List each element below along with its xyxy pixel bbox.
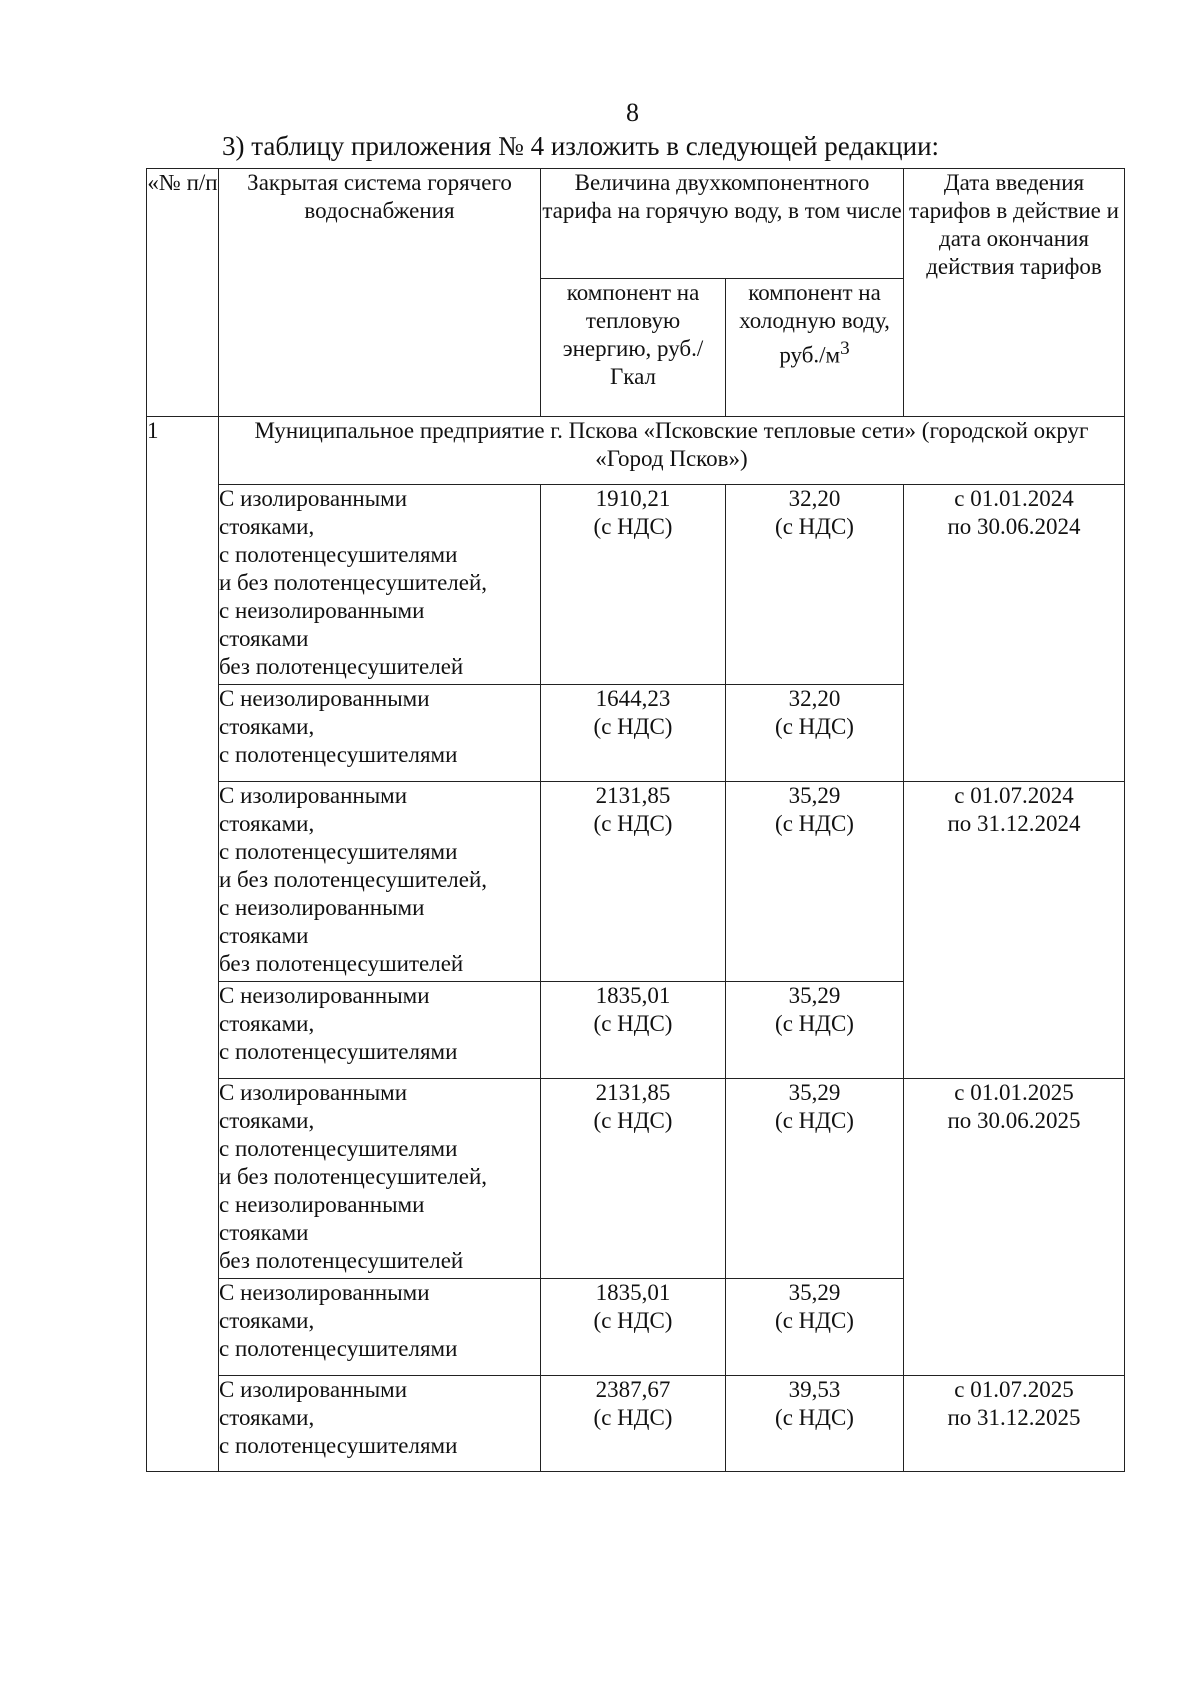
- system-type-line: с полотенцесушителями: [219, 839, 458, 864]
- system-type-line: с неизолированными: [219, 1192, 425, 1217]
- system-type-cell: [219, 1079, 541, 1279]
- system-type-line: и без полотенцесушителей,: [219, 867, 488, 892]
- system-type-line: С изолированными: [219, 1377, 408, 1402]
- system-type-line: без полотенцесушителей: [219, 951, 464, 976]
- organization-row: [147, 417, 1125, 485]
- cold-vat-note: (с НДС): [775, 811, 854, 836]
- heat-value: 1835,01: [595, 983, 671, 1008]
- system-type-cell: [219, 485, 541, 685]
- heat-value: 1644,23: [595, 686, 671, 711]
- system-type-line: стояками,: [219, 1108, 315, 1133]
- cold-vat-note: (с НДС): [775, 1405, 854, 1430]
- system-type-line: стояками,: [219, 1308, 315, 1333]
- system-type-line: С неизолированными: [219, 686, 430, 711]
- system-type-line: и без полотенцесушителей,: [219, 570, 488, 595]
- period-end-date: по 31.12.2025: [947, 1405, 1081, 1430]
- cold-vat-note: (с НДС): [775, 1308, 854, 1333]
- heat-vat-note: (с НДС): [593, 1405, 673, 1430]
- header-cold-superscript: 3: [840, 338, 850, 359]
- system-type-cell: [219, 1279, 541, 1376]
- period-dates-cell: [904, 782, 1125, 1079]
- row-number: 1: [147, 417, 219, 1472]
- system-type-line: стояками: [219, 923, 309, 948]
- heat-value-cell: [541, 782, 726, 982]
- period-end-date: по 30.06.2025: [947, 1108, 1081, 1133]
- intro-text: 3) таблицу приложения № 4 изложить в следующей редакции:: [222, 131, 940, 161]
- period-end-date: по 30.06.2024: [947, 514, 1081, 539]
- system-type-line: С неизолированными: [219, 983, 430, 1008]
- system-type-cell: [219, 782, 541, 982]
- system-type-line: с неизолированными: [219, 895, 425, 920]
- system-type-cell: [219, 1376, 541, 1472]
- heat-value-cell: [541, 1279, 726, 1376]
- heat-vat-note: (с НДС): [593, 811, 673, 836]
- system-type-line: без полотенцесушителей: [219, 1248, 464, 1273]
- heat-value-cell: [541, 982, 726, 1079]
- system-type-line: с полотенцесушителями: [219, 1039, 458, 1064]
- system-type-line: стояками,: [219, 714, 315, 739]
- system-type-line: с полотенцесушителями: [219, 1336, 458, 1361]
- period-dates-cell: [904, 1376, 1125, 1472]
- organization-name: Муниципальное предприятие г. Пскова «Псковские тепловые сети» (городской округ «Город Псков»): [219, 417, 1125, 485]
- heat-value-cell: [541, 1376, 726, 1472]
- cold-value: 35,29: [788, 783, 841, 808]
- heat-value: 2131,85: [595, 1080, 671, 1105]
- system-type-cell: [219, 982, 541, 1079]
- system-type-line: С изолированными: [219, 486, 408, 511]
- header-system: Закрытая система горячего водоснабжения: [219, 169, 541, 417]
- cold-value-cell: [726, 982, 904, 1079]
- heat-vat-note: (с НДС): [593, 514, 673, 539]
- tariff-row: [147, 782, 1125, 982]
- heat-value: 1835,01: [595, 1280, 671, 1305]
- header-cold-component: [726, 279, 904, 417]
- cold-value-cell: [726, 1376, 904, 1472]
- header-tariff: Величина двухкомпонентного тарифа на горячую воду, в том числе: [541, 169, 904, 279]
- period-start-date: с 01.01.2024: [954, 486, 1074, 511]
- cold-value-cell: [726, 485, 904, 685]
- system-type-cell: [219, 685, 541, 782]
- header-number: «№ п/п: [147, 169, 219, 417]
- cold-vat-note: (с НДС): [775, 1108, 854, 1133]
- cold-value: 35,29: [788, 1080, 841, 1105]
- header-row: [147, 169, 1125, 279]
- system-type-line: с полотенцесушителями: [219, 742, 458, 767]
- heat-value: 2387,67: [595, 1377, 671, 1402]
- cold-value-cell: [726, 782, 904, 982]
- system-type-line: стояками,: [219, 514, 315, 539]
- heat-vat-note: (с НДС): [593, 1108, 673, 1133]
- cold-value: 32,20: [788, 686, 841, 711]
- period-dates-cell: [904, 485, 1125, 782]
- header-cold-text: компонент на холодную воду, руб./м: [739, 280, 890, 368]
- system-type-line: стояками: [219, 1220, 309, 1245]
- system-type-line: стояками,: [219, 811, 315, 836]
- period-start-date: с 01.01.2025: [954, 1080, 1074, 1105]
- header-heat-component: компонент на тепловую энергию, руб./Гкал: [541, 279, 726, 417]
- system-type-line: без полотенцесушителей: [219, 654, 464, 679]
- system-type-line: с неизолированными: [219, 598, 425, 623]
- system-type-line: С изолированными: [219, 1080, 408, 1105]
- page-number: 8: [626, 98, 639, 127]
- header-dates: Дата введения тарифов в действие и дата окончания действия тарифов: [904, 169, 1125, 417]
- system-type-line: С неизолированными: [219, 1280, 430, 1305]
- period-start-date: с 01.07.2025: [954, 1377, 1074, 1402]
- heat-vat-note: (с НДС): [593, 1011, 673, 1036]
- cold-value: 39,53: [788, 1377, 841, 1402]
- cold-vat-note: (с НДС): [775, 514, 854, 539]
- cold-value-cell: [726, 1279, 904, 1376]
- system-type-line: стояками: [219, 626, 309, 651]
- tariff-row: [147, 1079, 1125, 1279]
- cold-vat-note: (с НДС): [775, 714, 854, 739]
- tariff-row: [147, 1376, 1125, 1472]
- cold-value-cell: [726, 685, 904, 782]
- period-dates-cell: [904, 1079, 1125, 1376]
- system-type-line: с полотенцесушителями: [219, 1136, 458, 1161]
- period-end-date: по 31.12.2024: [947, 811, 1081, 836]
- system-type-line: и без полотенцесушителей,: [219, 1164, 488, 1189]
- cold-value-cell: [726, 1079, 904, 1279]
- system-type-line: стояками,: [219, 1011, 315, 1036]
- system-type-line: с полотенцесушителями: [219, 1433, 458, 1458]
- heat-value: 1910,21: [595, 486, 671, 511]
- cold-value: 35,29: [788, 983, 841, 1008]
- period-start-date: с 01.07.2024: [954, 783, 1074, 808]
- cold-vat-note: (с НДС): [775, 1011, 854, 1036]
- system-type-line: С изолированными: [219, 783, 408, 808]
- tariff-row: [147, 485, 1125, 685]
- system-type-line: с полотенцесушителями: [219, 542, 458, 567]
- heat-value-cell: [541, 1079, 726, 1279]
- tariff-table: [146, 168, 1125, 1472]
- system-type-line: стояками,: [219, 1405, 315, 1430]
- heat-value: 2131,85: [595, 783, 671, 808]
- heat-value-cell: [541, 485, 726, 685]
- heat-vat-note: (с НДС): [593, 1308, 673, 1333]
- heat-vat-note: (с НДС): [593, 714, 673, 739]
- cold-value: 32,20: [788, 486, 841, 511]
- cold-value: 35,29: [788, 1280, 841, 1305]
- heat-value-cell: [541, 685, 726, 782]
